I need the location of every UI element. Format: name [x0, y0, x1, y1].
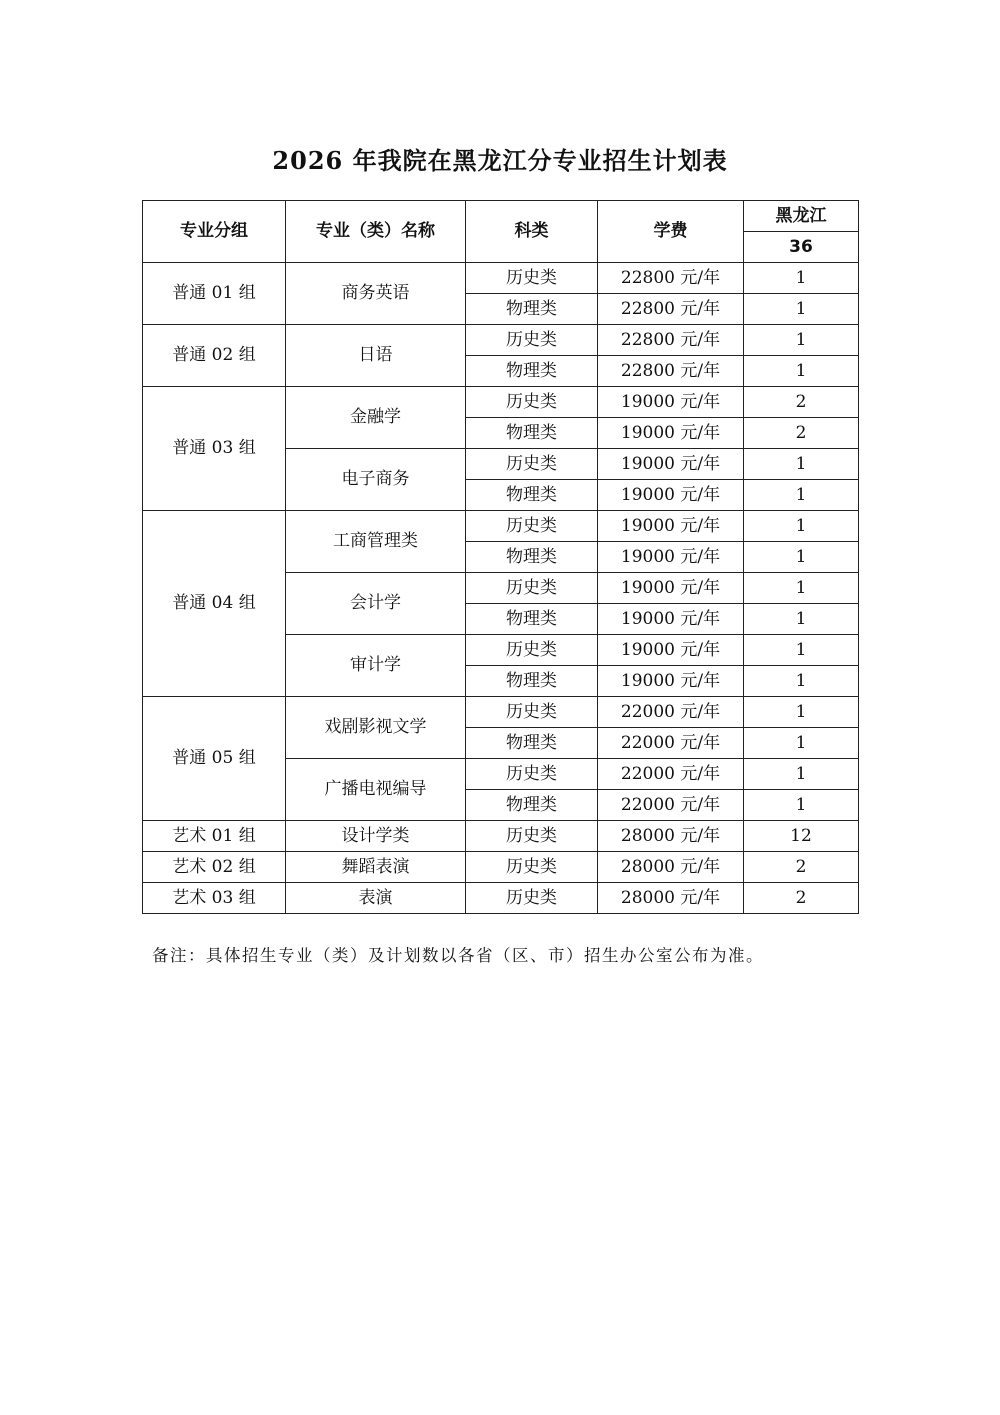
major-cell: 审计学 — [286, 635, 466, 697]
subject-cell: 历史类 — [466, 852, 598, 883]
header-group: 专业分组 — [143, 201, 286, 263]
tuition-cell: 22800 元/年 — [598, 356, 744, 387]
group-cell: 普通 03 组 — [143, 387, 286, 511]
count-cell: 1 — [744, 325, 859, 356]
subject-cell: 物理类 — [466, 666, 598, 697]
header-major: 专业（类）名称 — [286, 201, 466, 263]
count-cell: 2 — [744, 418, 859, 449]
subject-cell: 物理类 — [466, 728, 598, 759]
page-title: 2026 年我院在黑龙江分专业招生计划表 — [272, 146, 728, 175]
major-cell: 金融学 — [286, 387, 466, 449]
subject-cell: 历史类 — [466, 325, 598, 356]
table-row — [143, 697, 859, 728]
group-cell: 普通 04 组 — [143, 511, 286, 697]
table-row — [143, 821, 859, 852]
major-cell: 设计学类 — [286, 821, 466, 852]
subject-cell: 物理类 — [466, 542, 598, 573]
count-cell: 1 — [744, 635, 859, 666]
tuition-cell: 28000 元/年 — [598, 821, 744, 852]
major-cell: 电子商务 — [286, 449, 466, 511]
subject-cell: 物理类 — [466, 356, 598, 387]
count-cell: 1 — [744, 294, 859, 325]
subject-cell: 物理类 — [466, 294, 598, 325]
count-cell: 2 — [744, 387, 859, 418]
major-cell: 舞蹈表演 — [286, 852, 466, 883]
table-row — [143, 883, 859, 914]
count-cell: 1 — [744, 573, 859, 604]
major-cell: 会计学 — [286, 573, 466, 635]
subject-cell: 物理类 — [466, 604, 598, 635]
count-cell: 1 — [744, 263, 859, 294]
count-cell: 1 — [744, 449, 859, 480]
header-province: 黑龙江 — [744, 201, 859, 232]
table-header — [143, 201, 859, 263]
subject-cell: 历史类 — [466, 263, 598, 294]
tuition-cell: 22000 元/年 — [598, 790, 744, 821]
tuition-cell: 19000 元/年 — [598, 666, 744, 697]
group-cell: 普通 05 组 — [143, 697, 286, 821]
count-cell: 1 — [744, 542, 859, 573]
subject-cell: 历史类 — [466, 883, 598, 914]
header-tuition: 学费 — [598, 201, 744, 263]
tuition-cell: 19000 元/年 — [598, 542, 744, 573]
count-cell: 2 — [744, 883, 859, 914]
table-row — [143, 511, 859, 542]
tuition-cell: 19000 元/年 — [598, 635, 744, 666]
subject-cell: 历史类 — [466, 511, 598, 542]
table-row — [143, 852, 859, 883]
tuition-cell: 19000 元/年 — [598, 418, 744, 449]
subject-cell: 历史类 — [466, 387, 598, 418]
tuition-cell: 19000 元/年 — [598, 480, 744, 511]
tuition-cell: 19000 元/年 — [598, 573, 744, 604]
tuition-cell: 19000 元/年 — [598, 387, 744, 418]
tuition-cell: 22800 元/年 — [598, 325, 744, 356]
subject-cell: 历史类 — [466, 573, 598, 604]
table-body — [143, 263, 859, 914]
major-cell: 戏剧影视文学 — [286, 697, 466, 759]
header-province-total: 36 — [744, 232, 859, 263]
subject-cell: 物理类 — [466, 790, 598, 821]
count-cell: 1 — [744, 511, 859, 542]
tuition-cell: 19000 元/年 — [598, 604, 744, 635]
tuition-cell: 28000 元/年 — [598, 852, 744, 883]
tuition-cell: 19000 元/年 — [598, 511, 744, 542]
subject-cell: 物理类 — [466, 418, 598, 449]
enrollment-plan-table — [142, 200, 859, 914]
count-cell: 12 — [744, 821, 859, 852]
remark-note: 备注：具体招生专业（类）及计划数以各省（区、市）招生办公室公布为准。 — [152, 946, 764, 965]
subject-cell: 物理类 — [466, 480, 598, 511]
subject-cell: 历史类 — [466, 821, 598, 852]
count-cell: 1 — [744, 666, 859, 697]
subject-cell: 历史类 — [466, 449, 598, 480]
tuition-cell: 28000 元/年 — [598, 883, 744, 914]
major-cell: 工商管理类 — [286, 511, 466, 573]
tuition-cell: 22000 元/年 — [598, 728, 744, 759]
tuition-cell: 22000 元/年 — [598, 759, 744, 790]
group-cell: 普通 01 组 — [143, 263, 286, 325]
count-cell: 1 — [744, 728, 859, 759]
group-cell: 艺术 03 组 — [143, 883, 286, 914]
count-cell: 2 — [744, 852, 859, 883]
group-cell: 普通 02 组 — [143, 325, 286, 387]
tuition-cell: 22800 元/年 — [598, 263, 744, 294]
tuition-cell: 22000 元/年 — [598, 697, 744, 728]
major-cell: 表演 — [286, 883, 466, 914]
major-cell: 商务英语 — [286, 263, 466, 325]
table-row — [143, 387, 859, 418]
count-cell: 1 — [744, 604, 859, 635]
count-cell: 1 — [744, 480, 859, 511]
table-row — [143, 263, 859, 294]
major-cell: 日语 — [286, 325, 466, 387]
header-subject: 科类 — [466, 201, 598, 263]
subject-cell: 历史类 — [466, 635, 598, 666]
count-cell: 1 — [744, 356, 859, 387]
count-cell: 1 — [744, 697, 859, 728]
group-cell: 艺术 02 组 — [143, 852, 286, 883]
table-row — [143, 325, 859, 356]
major-cell: 广播电视编导 — [286, 759, 466, 821]
tuition-cell: 19000 元/年 — [598, 449, 744, 480]
subject-cell: 历史类 — [466, 697, 598, 728]
subject-cell: 历史类 — [466, 759, 598, 790]
tuition-cell: 22800 元/年 — [598, 294, 744, 325]
count-cell: 1 — [744, 759, 859, 790]
count-cell: 1 — [744, 790, 859, 821]
group-cell: 艺术 01 组 — [143, 821, 286, 852]
